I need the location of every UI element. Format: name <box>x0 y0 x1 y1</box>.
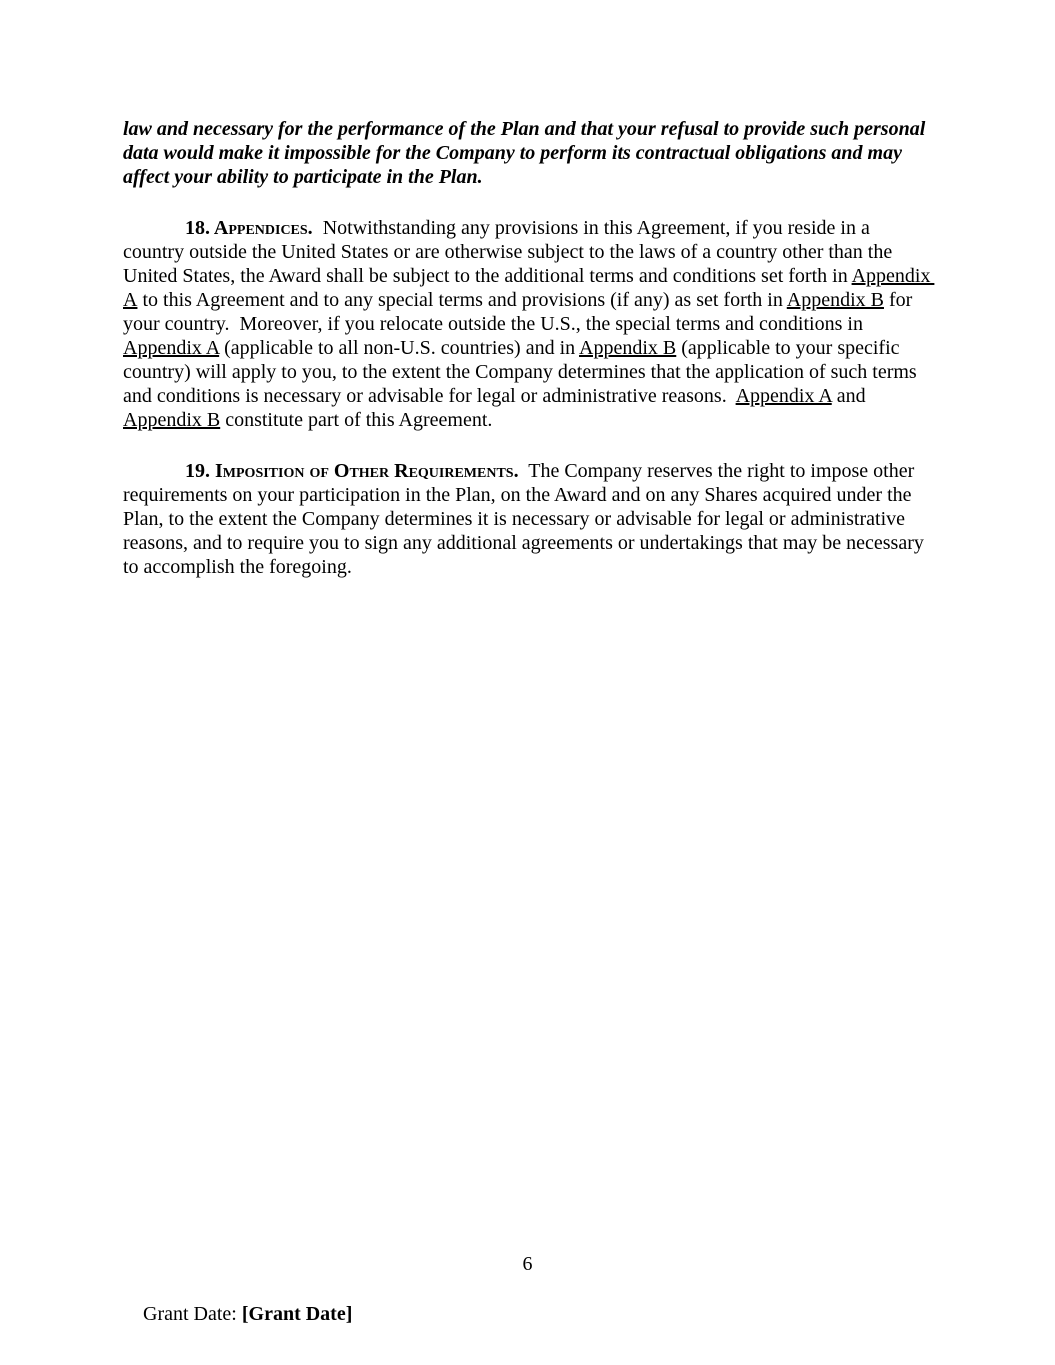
appendix-a-reference: Appendix A <box>123 265 935 311</box>
section-19-heading: 19. Imposition of Other Requirements. <box>185 460 519 482</box>
paragraph-data-privacy-continuation <box>123 117 935 189</box>
section-18-body-text: to this Agreement and to any special terms and provisions (if any) as set forth in <box>137 289 787 311</box>
paragraph-section-18-appendices <box>123 216 935 432</box>
appendix-a-reference: Appendix A <box>735 385 832 407</box>
paragraph-section-19-imposition <box>123 459 935 579</box>
section-18-body-text: (applicable to your specific country) will apply to you, to the extent the Company determines that the application of such terms and conditions is necessary or advisable for legal or administrative reasons. <box>123 337 922 407</box>
page-number: 6 <box>522 1253 533 1275</box>
data-privacy-continuation-text: law and necessary for the performance of the Plan and that your refusal to provide such personal data would make it impossible for the Company to perform its contractual obligations and may affect your ability to participate in the Plan. <box>123 118 931 188</box>
grant-date-label: Grant Date: <box>143 1303 242 1325</box>
section-19-body-text: The Company reserves the right to impose other requirements on your participation in the Plan, on the Award and on any Shares acquired under the Plan, to the extent the Company determines it is necessary or advisable for legal or administrative reasons, and to require you to sign any additional agreements or undertakings that may be necessary to accomplish the foregoing. <box>123 460 929 578</box>
appendix-a-reference: Appendix A <box>123 337 220 359</box>
page-content <box>123 117 935 606</box>
appendix-b-reference: Appendix B <box>579 337 677 359</box>
section-18-body-text: Notwithstanding any provisions in this Agreement, if you reside in a country outside the United States or are otherwise subject to the laws of a country other than the United States, the Award shall be subject to the additional terms and conditions set forth in <box>123 217 898 287</box>
section-18-body-text: constitute part of this Agreement. <box>220 409 493 431</box>
section-18-body-text: for your country. Moreover, if you relocate outside the U.S., the special terms and conditions in <box>123 289 918 335</box>
grant-date-value: [Grant Date] <box>241 1303 353 1325</box>
section-18-heading: 18. Appendices. <box>185 217 313 239</box>
section-18-body-text: and <box>831 385 870 407</box>
footer-grant-date <box>123 1278 352 1350</box>
appendix-b-reference: Appendix B <box>123 409 221 431</box>
appendix-b-reference: Appendix B <box>786 289 884 311</box>
section-18-body-text: (applicable to all non-U.S. countries) and in <box>219 337 580 359</box>
